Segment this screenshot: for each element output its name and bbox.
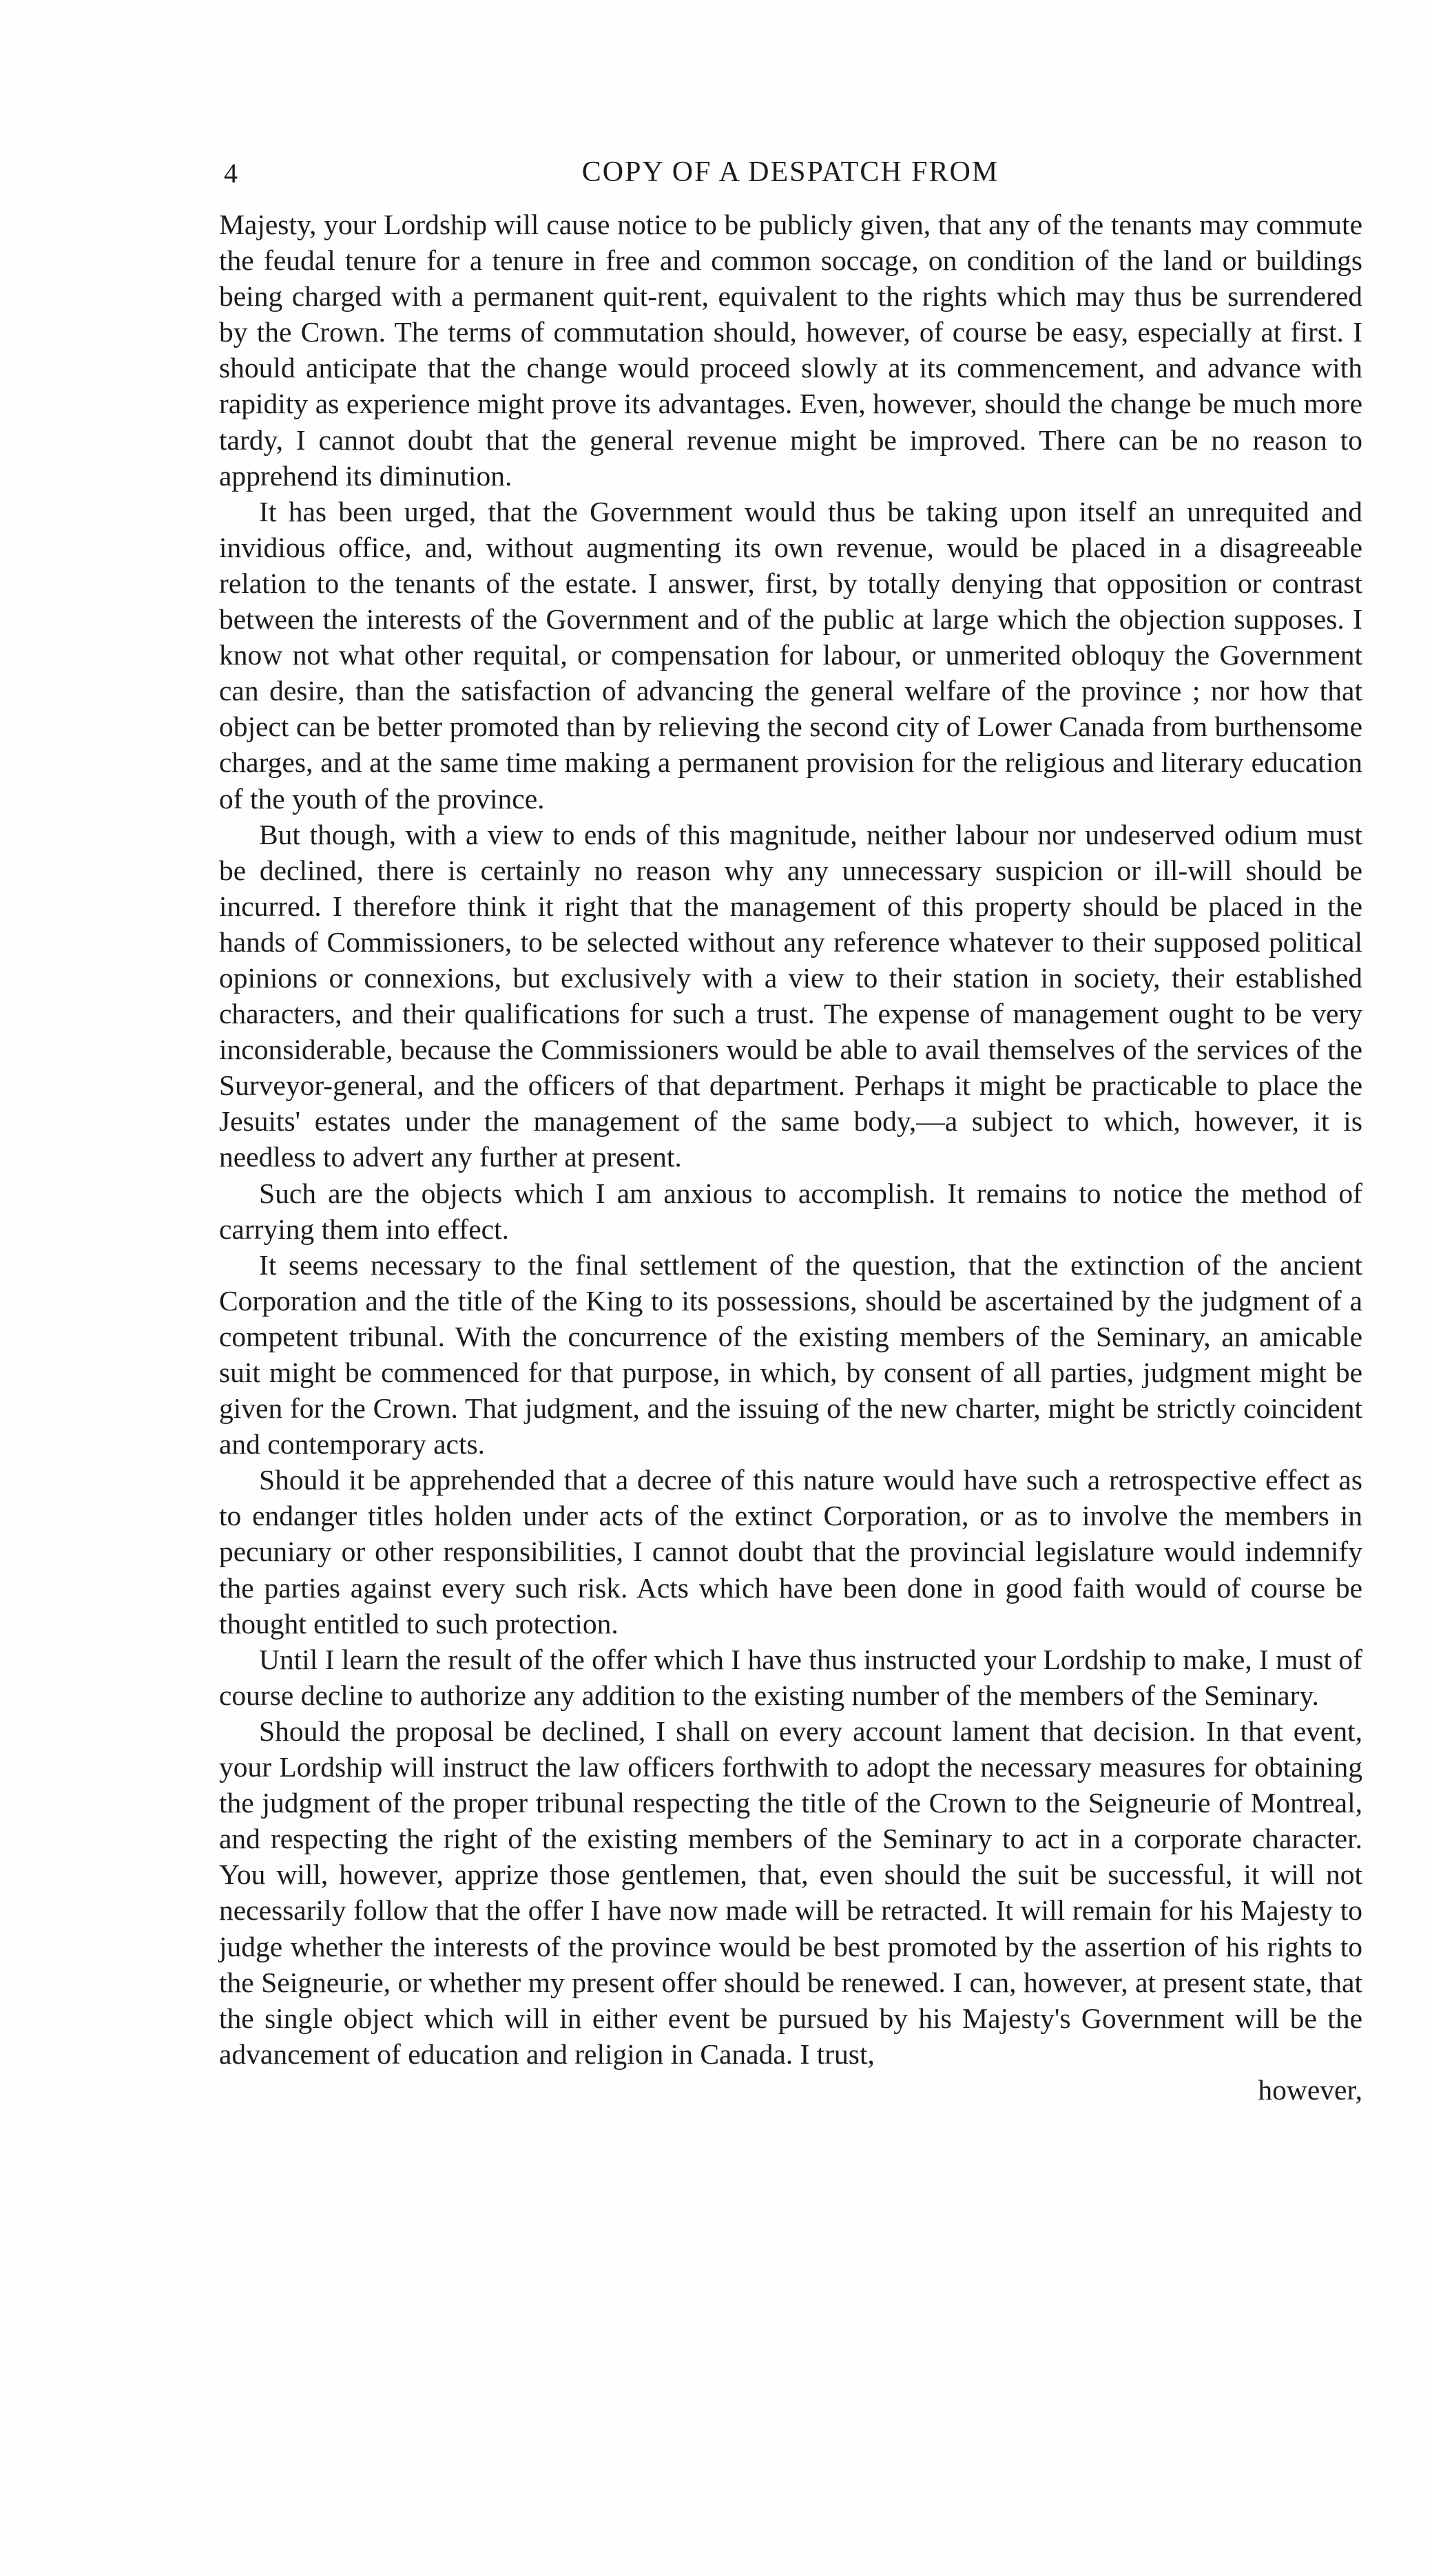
paragraph-3: But though, with a view to ends of this magnitude, neither labour nor undeserved odium must be declined, there is certainly no reason why any unnecessary suspicion or ill-will should be incurred. I therefore think it right that the management of this property should be placed in the hands of Commissioners, to be selected without any reference whatever to their supposed political opinions or connexions, but exclusively with a view to their station in society, their established characters, and their qualifications for such a trust. The expense of management ought to be very inconsiderable, because the Commissioners would be able to avail themselves of the services of the Surveyor-general, and the officers of that department. Perhaps it might be practicable to place the Jesuits' estates under the management of the same body,—a subject to which, however, it is needless to advert any further at present. — [219, 818, 1362, 1173]
running-title: COPY OF A DESPATCH FROM — [581, 156, 999, 188]
catchword: however, — [1258, 2073, 1362, 2106]
paragraph-1: Majesty, your Lordship will cause notice to be publicly given, that any of the tenants may commute the feudal tenure for a tenure in free and common soccage, on condition of the land or buildings being charged with a permanent quit-rent, equivalent to the rights which may thus be surrendered by the Crown. The terms of commutation should, however, of course be easy, especially at first. I should anticipate that the change would proceed slowly at its commencement, and advance with rapidity as experience might prove its advantages. Even, however, should the change be much more tardy, I cannot doubt that the general revenue might be improved. There can be no reason to apprehend its diminution. — [219, 209, 1362, 492]
paragraph-6: Should it be apprehended that a decree of this nature would have such a retrospective effect as to endanger titles holden under acts of the extinct Corporation, or as to involve the members in pecuniary or other responsibilities, I cannot doubt that the provincial legislature would indemnify the parties against every such risk. Acts which have been done in good faith would of course be thought entitled to such protection. — [219, 1464, 1362, 1640]
body-text — [219, 207, 1362, 2108]
paragraph-5: It seems necessary to the final settlement of the question, that the extinction of the ancient Corporation and the title of the King to its possessions, should be ascertained by the judgment of a competent tribunal. With the concurrence of the existing members of the Seminary, an amicable suit might be commenced for that purpose, in which, by consent of all parties, judgment might be given for the Crown. That judgment, and the issuing of the new charter, might be strictly coincident and contemporary acts. — [219, 1248, 1362, 1460]
paragraph-7: Until I learn the result of the offer which I have thus instructed your Lordship to make, I must of course decline to authorize any addition to the existing number of the members of the Seminary. — [219, 1643, 1362, 1711]
paragraph-4: Such are the objects which I am anxious to accomplish. It remains to notice the method of carrying them into effect. — [219, 1177, 1362, 1245]
paragraph-2: It has been urged, that the Government would thus be taking upon itself an unrequited and invidious office, and, without augmenting its own revenue, would be placed in a disagreeable relation to the tenants of the estate. I answer, first, by totally denying that opposition or contrast between the interests of the Government and of the public at large which the objection supposes. I know not what other requital, or compensation for labour, or unmerited obloquy the Government can desire, than the satisfaction of advancing the general welfare of the province ; nor how that object can be better promoted than by relieving the second city of Lower Canada from burthensome charges, and at the same time making a permanent provision for the religious and literary education of the youth of the province. — [219, 495, 1362, 815]
page-header — [217, 143, 1364, 191]
page-number: 4 — [224, 158, 238, 189]
paragraph-8: Should the proposal be declined, I shall on every account lament that decision. In that event, your Lordship will instruct the law officers forthwith to adopt the necessary measures for obtaining the judgment of the proper tribunal respecting the title of the Crown to the Seigneurie of Montreal, and respecting the right of the existing members of the Seminary to act in a corporate character. You will, however, apprize those gentlemen, that, even should the suit be successful, it will not necessarily follow that the offer I have now made will be retracted. It will remain for his Majesty to judge whether the interests of the province would be best promoted by the assertion of his rights to the Seigneurie, or whether my present offer should be renewed. I can, however, at present state, that the single object which will in either event be pursued by his Majesty's Government will be the advancement of education and religion in Canada. I trust, — [219, 1715, 1362, 2070]
